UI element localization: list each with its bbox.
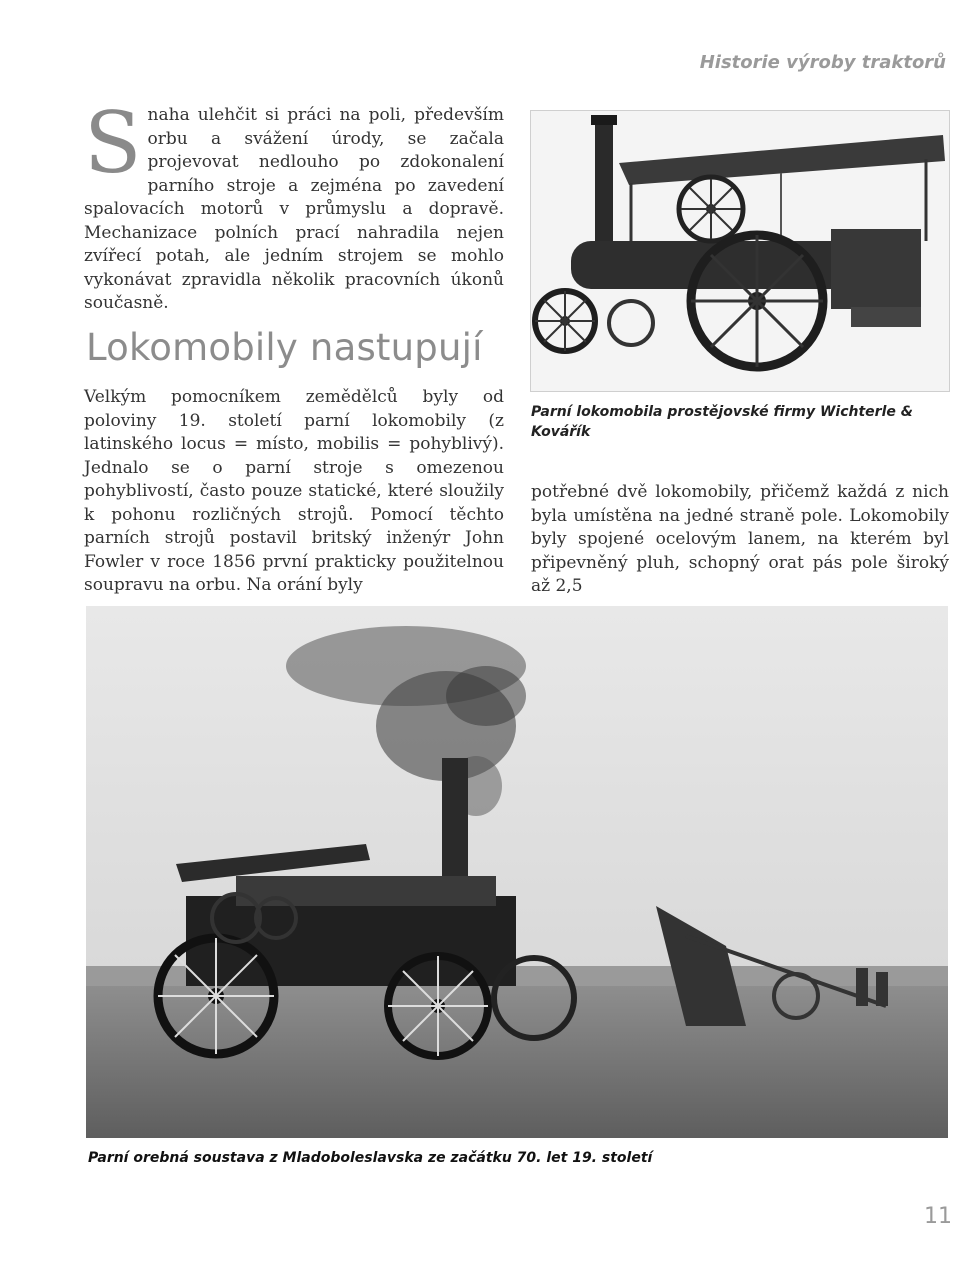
intro-paragraph: [84, 94, 504, 316]
caption-bottom: Parní orebná soustava z Mladoboleslavska ze začátku 70. let 19. století: [88, 1150, 653, 1166]
steam-plough-photo: [86, 606, 948, 1138]
caption-top: Parní lokomobila prostějovské firmy Wichterle & Kovářík: [531, 404, 913, 440]
lokomobila-engraving: [530, 110, 950, 392]
intro-block: [84, 94, 504, 316]
running-header: Historie výroby traktorů: [699, 52, 946, 73]
drop-cap: S: [84, 94, 142, 192]
intro-text: naha ulehčit si práci na poli, především orbu a svážení úrody, se začala projevovat nedlouho po zdokonalení parního stroje a zejména po zavedení spalovacích motorů v průmyslu a dopravě. Mechanizace polních prací nahradila nejen zvířecí potah, ale jedním strojem se mohlo vykonávat zpravidla několik pracovních úkonů současně.: [84, 105, 504, 313]
section-title: Lokomobily nastupují: [86, 326, 483, 369]
body-text-right: potřebné dvě lokomobily, přičemž každá z nich byla umístěna na jedné straně pole. Lokomobily byly spojené ocelovým lanem, na kterém byl připevněný pluh, schopný orat pás pole široký až 2,5: [531, 482, 949, 596]
page-number: 11: [924, 1204, 952, 1229]
body-text-left: Velkým pomocníkem zemědělců byly od poloviny 19. století parní lokomobily (z latinského locus = místo, mobilis = pohyblivý). Jednalo se o parní stroje s omezenou pohyblivostí, často pouze statické, které sloužily k pohonu rozličných strojů. Pomocí těchto parních strojů postavil britský inženýr John Fowler v roce 1856 první prakticky použitelnou soupravu na orbu. Na orání byly: [84, 387, 504, 595]
